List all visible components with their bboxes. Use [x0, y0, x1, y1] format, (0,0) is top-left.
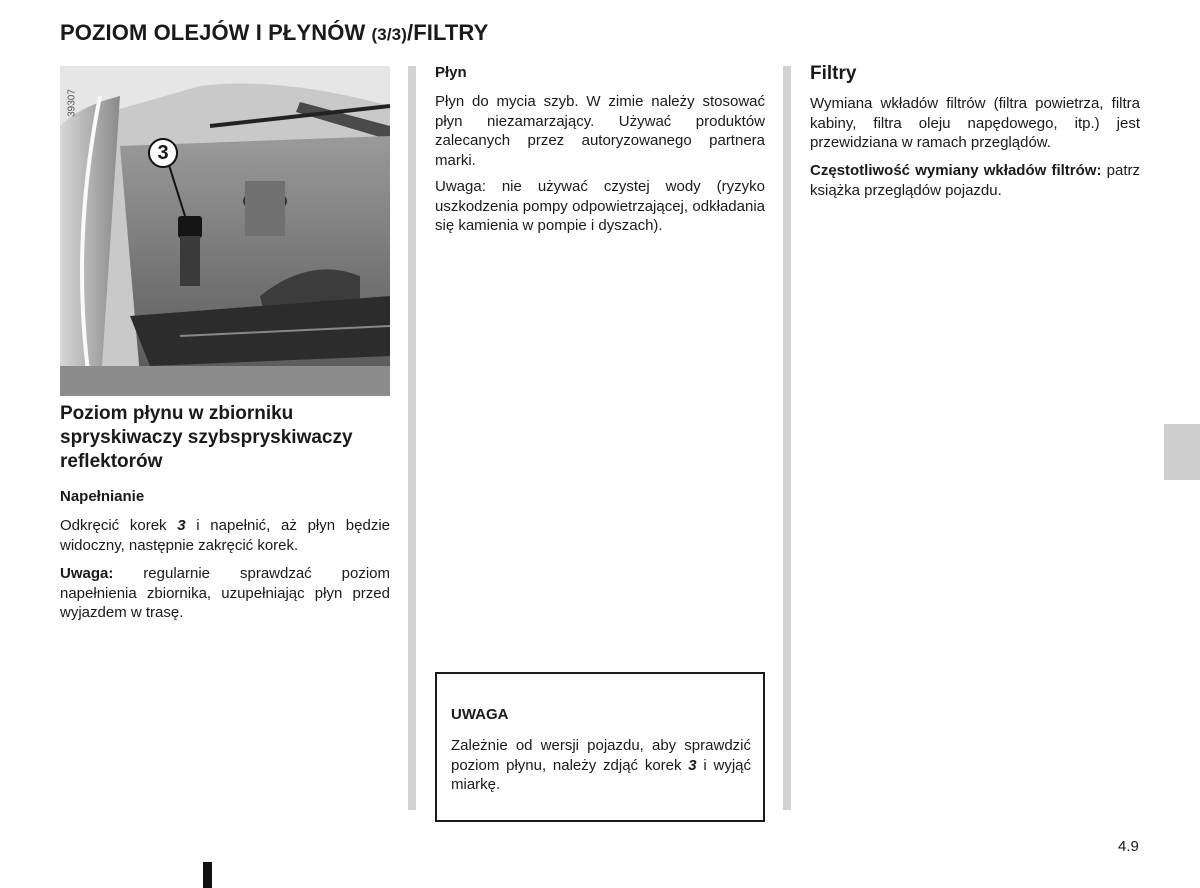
paragraph-note: Uwaga: regularnie sprawdzać poziom napełnienia zbiornika, uzupełniając płyn przed wyjazdem w trasę.: [60, 565, 390, 621]
chapter-tab: [1164, 424, 1200, 480]
section-heading-reservoir: Poziom płynu w zbiorniku spryskiwaczy szybspryskiwaczy reflektorów: [60, 403, 353, 472]
callout-marker: 3: [148, 138, 178, 168]
page-title-part: (3/3): [371, 25, 407, 44]
reference-cap-3: 3: [688, 756, 697, 774]
column-divider-left: [408, 66, 416, 810]
paragraph-filters: Wymiana wkładów filtrów (filtra powietrza, filtra kabiny, filtra oleju napędowego, itp.) jest przewidziana w ramach przeglądów.: [810, 95, 1140, 151]
warning-box: [435, 672, 765, 822]
subheading-filling: Napełnianie: [60, 488, 145, 505]
engine-bay-photo: [60, 66, 390, 396]
warning-title: UWAGA: [451, 706, 509, 723]
column-divider-right: [783, 66, 791, 810]
paragraph-fluid: Płyn do mycia szyb. W zimie należy stosować płyn niezamarzający. Używać produktów zalecanych przez autoryzowanego partnera marki.: [435, 93, 765, 169]
figure-reference-number: 39307: [66, 89, 78, 117]
paragraph-filling: Odkręcić korek 3 i napełnić, aż płyn będzie widoczny, następnie zakręcić korek.: [60, 517, 390, 554]
subheading-fluid: Płyn: [435, 64, 467, 81]
paragraph-water-warning: Uwaga: nie używać czystej wody (ryzyko uszkodzenia pompy odpowietrzającej, odkładania się kamienia w pompie i dyszach).: [435, 178, 765, 234]
page-number: 4.9: [1118, 838, 1139, 855]
engine-bay-illustration: [60, 66, 390, 396]
crop-mark: [203, 862, 212, 888]
reference-cap-3: 3: [177, 517, 186, 534]
paragraph-filter-frequency: Częstotliwość wymiany wkładów filtrów: patrz książka przeglądów pojazdu.: [810, 162, 1141, 199]
warning-text: Zależnie od wersji pojazdu, aby sprawdzić poziom płynu, należy zdjąć korek 3 i wyjąć miarkę.: [451, 737, 751, 793]
page-title-main: POZIOM OLEJÓW I PŁYNÓW: [60, 20, 372, 45]
section-heading-filters: Filtry: [810, 63, 857, 84]
page-title-tail: /FILTRY: [407, 20, 489, 45]
page-title: [60, 20, 488, 46]
